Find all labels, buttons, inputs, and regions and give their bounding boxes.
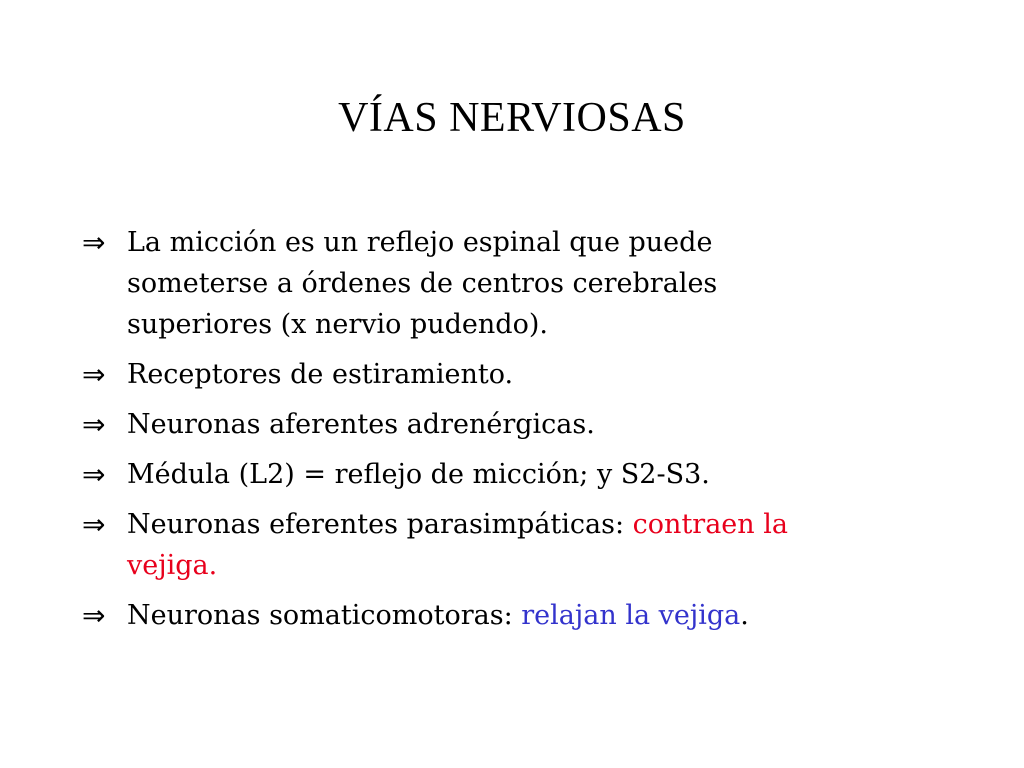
- bullet-text-line: Neuronas aferentes adrenérgicas.: [127, 409, 595, 440]
- double-arrow-icon: ⇒: [82, 508, 106, 541]
- double-arrow-icon: ⇒: [82, 408, 106, 441]
- double-arrow-icon: ⇒: [82, 358, 106, 391]
- bullet-text-line: someterse a órdenes de centros cerebrales: [127, 268, 718, 299]
- bullet-item: [82, 354, 1002, 395]
- bullet-text-line: Receptores de estiramiento.: [127, 359, 514, 390]
- double-arrow-icon: ⇒: [82, 458, 106, 491]
- red-highlight-text: contraen la: [632, 509, 788, 540]
- bullet-item: [82, 454, 1002, 495]
- bullet-item: [82, 404, 1002, 445]
- bullet-text-line: [127, 504, 1002, 545]
- bullet-text-line: [127, 595, 1002, 636]
- blue-highlight-text: relajan la vejiga: [521, 600, 741, 631]
- slide-title: VÍAS NERVIOSAS: [338, 95, 686, 141]
- bullet-text-line: La micción es un reflejo espinal que puede: [127, 227, 713, 258]
- double-arrow-icon: ⇒: [82, 226, 106, 259]
- bullet-item: [82, 595, 1002, 636]
- bullet-text-line: superiores (x nervio pudendo).: [127, 309, 548, 340]
- bullet-list: [82, 222, 1002, 645]
- bullet-text: Neuronas eferentes parasimpáticas:: [127, 509, 633, 540]
- bullet-text-tail: .: [740, 600, 749, 631]
- double-arrow-icon: ⇒: [82, 599, 106, 632]
- red-highlight-text: vejiga.: [127, 550, 218, 581]
- bullet-item: [82, 504, 1002, 586]
- bullet-text: Neuronas somaticomotoras:: [127, 600, 522, 631]
- bullet-text-line: Médula (L2) = reflejo de micción; y S2-S3.: [127, 459, 710, 490]
- bullet-item: [82, 222, 1002, 345]
